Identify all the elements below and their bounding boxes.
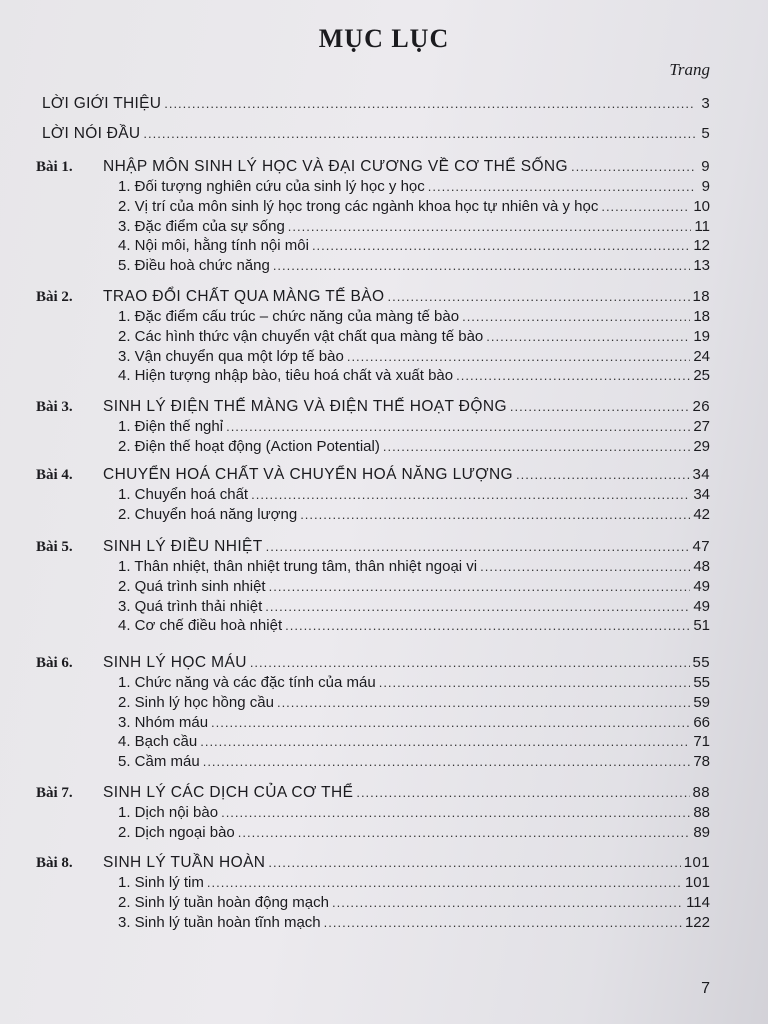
toc-item: [118, 437, 710, 457]
toc-item: [118, 256, 710, 276]
toc-item-text: 2. Sinh lý tuần hoàn động mạch: [118, 893, 329, 911]
dot-leader: [379, 673, 691, 693]
dot-leader: [200, 732, 690, 752]
dot-leader: [238, 823, 691, 843]
toc-item: [118, 236, 710, 256]
dot-leader: [300, 505, 690, 525]
lesson-title-page: 34: [692, 466, 710, 483]
dot-leader: [462, 307, 690, 327]
dot-leader: [277, 693, 690, 713]
lesson-title-text: SINH LÝ HỌC MÁU: [103, 654, 247, 671]
lesson-label: Bài 3.: [36, 399, 73, 415]
lesson-title-page: 88: [692, 784, 710, 801]
toc-item: [118, 505, 710, 525]
toc-item: [118, 713, 710, 733]
toc-item-page: 11: [694, 217, 710, 235]
toc-item-text: 5. Cầm máu: [118, 753, 200, 771]
toc-item: [118, 597, 710, 617]
lesson-title-page: 9: [701, 158, 710, 175]
toc-item-text: 2. Chuyển hoá năng lượng: [118, 505, 298, 523]
dot-leader: [251, 485, 690, 505]
toc-item-text: 4. Hiện tượng nhập bào, tiêu hoá chất và xuất bào: [118, 367, 454, 385]
dot-leader: [516, 465, 690, 485]
dot-leader: [250, 653, 690, 673]
dot-leader: [164, 94, 695, 114]
toc-item-text: 1. Đặc điểm cấu trúc – chức năng của màng tế bào: [118, 308, 460, 325]
toc-item-page: 59: [693, 693, 710, 711]
lesson-title-text: SINH LÝ ĐIỀU NHIỆT: [103, 538, 263, 555]
lesson-title: [103, 157, 710, 177]
lesson-title-page: 101: [683, 854, 710, 871]
lesson-title: [103, 537, 710, 557]
toc-item-page: 122: [684, 913, 710, 931]
lesson-label: Bài 6.: [36, 655, 73, 671]
dot-leader: [332, 893, 683, 913]
toc-item-page: 29: [693, 437, 710, 455]
toc-item-text: 2. Điện thế hoạt động (Action Potential): [118, 437, 380, 455]
dot-leader: [480, 557, 690, 577]
lesson-title-page: 18: [692, 288, 710, 305]
lesson-title: [103, 465, 710, 485]
dot-leader: [312, 236, 690, 256]
page-number: 7: [701, 980, 710, 997]
lesson-label: Bài 8.: [36, 855, 73, 871]
entry-label: LỜI NÓI ĐẦU: [42, 125, 141, 142]
lesson-title-text: NHẬP MÔN SINH LÝ HỌC VÀ ĐẠI CƯƠNG VỀ CƠ THỂ SỐNG: [103, 158, 568, 175]
toc-item-text: 1. Chức năng và các đặc tính của máu: [118, 674, 376, 691]
toc-item: [118, 577, 710, 597]
toc-item-text: 2. Dịch ngoại bào: [118, 823, 235, 841]
entry-label: LỜI GIỚI THIỆU: [42, 95, 162, 112]
toc-entry-preface: [42, 124, 710, 144]
toc-item-text: 1. Điện thế nghỉ: [118, 418, 224, 435]
toc-item-text: 3. Quá trình thải nhiệt: [118, 597, 263, 615]
toc-item-page: 49: [693, 577, 710, 595]
dot-leader: [347, 347, 690, 367]
toc-item-page: 49: [693, 597, 710, 615]
lesson-label: Bài 7.: [36, 785, 73, 801]
entry-page: 3: [701, 95, 710, 112]
toc-item: [118, 197, 710, 217]
dot-leader: [143, 124, 695, 144]
dot-leader: [211, 713, 690, 733]
toc-item-page: 27: [693, 418, 710, 435]
lesson-title-text: SINH LÝ CÁC DỊCH CỦA CƠ THỂ: [103, 784, 354, 801]
toc-item: [118, 485, 710, 505]
toc-item-text: 4. Nội môi, hằng tính nội môi: [118, 237, 309, 255]
toc-item-page: 89: [693, 823, 710, 841]
toc-item: [118, 347, 710, 367]
toc-item: [118, 616, 710, 636]
dot-leader: [265, 597, 690, 617]
toc-item-page: 24: [693, 347, 710, 365]
toc-item-text: 1. Sinh lý tim: [118, 874, 204, 891]
toc-item: [118, 327, 710, 347]
toc-item-text: 2. Quá trình sinh nhiệt: [118, 577, 266, 595]
lesson-title-page: 55: [692, 654, 710, 671]
toc-item-text: 4. Cơ chế điều hoà nhiệt: [118, 617, 283, 635]
toc-item-page: 9: [701, 178, 710, 195]
toc-item: [118, 752, 710, 772]
toc-item: [118, 673, 710, 693]
toc-item-text: 2. Sinh lý học hồng cầu: [118, 693, 274, 711]
lesson-title: [103, 397, 710, 417]
dot-leader: [387, 287, 689, 307]
toc-item-page: 34: [693, 486, 710, 503]
toc-item-text: 1. Dịch nội bào: [118, 804, 219, 821]
toc-item-text: 4. Bạch cầu: [118, 733, 198, 751]
entry-page: 5: [701, 125, 710, 142]
toc-item: [118, 177, 710, 197]
lesson-label: Bài 2.: [36, 289, 73, 305]
toc-item-page: 25: [693, 367, 710, 385]
toc-item-page: 71: [693, 733, 710, 751]
toc-item-page: 18: [693, 308, 710, 325]
toc-item-page: 55: [693, 674, 710, 691]
page-title: MỤC LỤC: [318, 24, 450, 53]
toc-item-text: 2. Các hình thức vận chuyển vật chất qua màng tế bào: [118, 327, 484, 345]
toc-item-text: 1. Chuyển hoá chất: [118, 486, 249, 503]
lesson-label: Bài 4.: [36, 467, 73, 483]
dot-leader: [266, 537, 690, 557]
lesson-title: [103, 853, 710, 873]
toc-item-page: 114: [686, 893, 710, 911]
page-column-label: Trang: [669, 60, 710, 79]
dot-leader: [285, 616, 690, 636]
toc-item-text: 3. Nhóm máu: [118, 713, 209, 731]
dot-leader: [269, 577, 691, 597]
toc-item: [118, 803, 710, 823]
toc-item: [118, 913, 710, 933]
toc-item-text: 3. Sinh lý tuần hoàn tĩnh mạch: [118, 913, 321, 931]
dot-leader: [486, 327, 690, 347]
toc-item-text: 3. Vận chuyển qua một lớp tế bào: [118, 347, 344, 365]
toc-item: [118, 873, 710, 893]
lesson-title-text: CHUYỂN HOÁ CHẤT VÀ CHUYỂN HOÁ NĂNG LƯỢNG: [103, 466, 513, 483]
toc-item-text: 1. Đối tượng nghiên cứu của sinh lý học y học: [118, 178, 425, 195]
lesson-title-page: 26: [692, 398, 710, 415]
dot-leader: [571, 157, 695, 177]
toc-item: [118, 557, 710, 577]
toc-entry-intro: [42, 94, 710, 114]
dot-leader: [601, 197, 690, 217]
lesson-title: [103, 783, 710, 803]
toc-item-text: 2. Vị trí của môn sinh lý học trong các ngành khoa học tự nhiên và y học: [118, 197, 599, 215]
toc-item-text: 3. Đặc điểm của sự sống: [118, 217, 285, 235]
toc-item: [118, 366, 710, 386]
lesson-label: Bài 1.: [36, 159, 73, 175]
toc-item: [118, 732, 710, 752]
toc-item-text: 5. Điều hoà chức năng: [118, 257, 270, 275]
toc-item: [118, 693, 710, 713]
dot-leader: [288, 217, 692, 237]
dot-leader: [356, 783, 689, 803]
lesson-title-text: SINH LÝ TUẦN HOÀN: [103, 854, 266, 871]
lesson-label: Bài 5.: [36, 539, 73, 555]
lesson-title-text: TRAO ĐỔI CHẤT QUA MÀNG TẾ BÀO: [103, 288, 385, 305]
toc-item-page: 78: [693, 753, 710, 771]
toc-item: [118, 217, 710, 237]
dot-leader: [207, 873, 682, 893]
toc-item-page: 51: [693, 617, 710, 635]
dot-leader: [456, 366, 690, 386]
dot-leader: [273, 256, 691, 276]
toc-item-page: 88: [693, 804, 710, 821]
toc-item-page: 12: [693, 237, 710, 255]
toc-item-text: 1. Thân nhiệt, thân nhiệt trung tâm, thân nhiệt ngoại vi: [118, 558, 478, 575]
toc-item: [118, 417, 710, 437]
dot-leader: [510, 397, 690, 417]
toc-item-page: 19: [693, 327, 710, 345]
lesson-title: [103, 653, 710, 673]
lesson-title: [103, 287, 710, 307]
toc-item: [118, 823, 710, 843]
dot-leader: [268, 853, 680, 873]
toc-item: [118, 893, 710, 913]
toc-item-page: 66: [693, 713, 710, 731]
dot-leader: [221, 803, 690, 823]
dot-leader: [203, 752, 691, 772]
toc-item: [118, 307, 710, 327]
lesson-title-text: SINH LÝ ĐIỆN THẾ MÀNG VÀ ĐIỆN THẾ HOẠT ĐỘNG: [103, 398, 507, 415]
toc-item-page: 10: [693, 197, 710, 215]
toc-item-page: 42: [693, 505, 710, 523]
toc-item-page: 13: [693, 257, 710, 275]
lesson-title-page: 47: [692, 538, 710, 555]
toc-item-page: 101: [684, 874, 710, 891]
dot-leader: [226, 417, 690, 437]
dot-leader: [428, 177, 695, 197]
dot-leader: [324, 913, 682, 933]
dot-leader: [383, 437, 690, 457]
toc-item-page: 48: [693, 558, 710, 575]
